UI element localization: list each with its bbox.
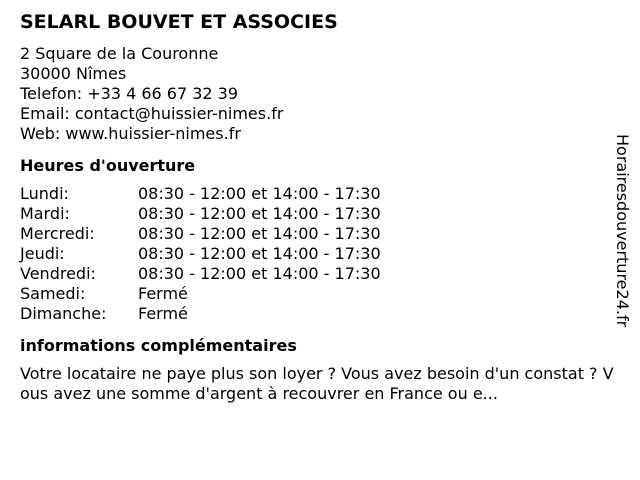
web-line: Web: www.huissier-nimes.fr xyxy=(20,124,241,143)
hours-row-mardi xyxy=(20,204,620,224)
hours-day: Samedi: xyxy=(20,284,86,303)
address-city: 30000 Nîmes xyxy=(20,64,127,83)
business-card xyxy=(20,10,620,404)
hours-row-dimanche xyxy=(20,304,620,324)
hours-time: 08:30 - 12:00 et 14:00 - 17:30 xyxy=(138,264,381,283)
hours-row-jeudi xyxy=(20,244,620,264)
phone-line: Telefon: +33 4 66 67 32 39 xyxy=(20,84,239,103)
hours-day: Dimanche: xyxy=(20,304,107,323)
hours-row-samedi xyxy=(20,284,620,304)
hours-row-lundi xyxy=(20,184,620,204)
hours-time: 08:30 - 12:00 et 14:00 - 17:30 xyxy=(138,244,381,263)
hours-time: 08:30 - 12:00 et 14:00 - 17:30 xyxy=(138,224,381,243)
hours-heading: Heures d'ouverture xyxy=(20,156,196,175)
hours-table xyxy=(20,184,620,324)
watermark-text: Horairesdouverture24.fr xyxy=(613,134,632,328)
hours-day: Jeudi: xyxy=(20,244,65,263)
hours-time: 08:30 - 12:00 et 14:00 - 17:30 xyxy=(138,204,381,223)
address-street: 2 Square de la Couronne xyxy=(20,44,219,63)
hours-time: Fermé xyxy=(138,304,188,323)
hours-day: Mercredi: xyxy=(20,224,95,243)
email-line: Email: contact@huissier-nimes.fr xyxy=(20,104,284,123)
info-description: Votre locataire ne paye plus son loyer ? Vous avez besoin d'un constat ? Vous avez une somme d'argent à recouvrer en France ou e... xyxy=(20,364,614,403)
hours-day: Vendredi: xyxy=(20,264,96,283)
info-heading: informations complémentaires xyxy=(20,336,297,355)
hours-row-mercredi xyxy=(20,224,620,244)
hours-time: Fermé xyxy=(138,284,188,303)
hours-row-vendredi xyxy=(20,264,620,284)
hours-day: Mardi: xyxy=(20,204,70,223)
hours-day: Lundi: xyxy=(20,184,69,203)
company-name: SELARL BOUVET ET ASSOCIES xyxy=(20,11,338,33)
hours-time: 08:30 - 12:00 et 14:00 - 17:30 xyxy=(138,184,381,203)
